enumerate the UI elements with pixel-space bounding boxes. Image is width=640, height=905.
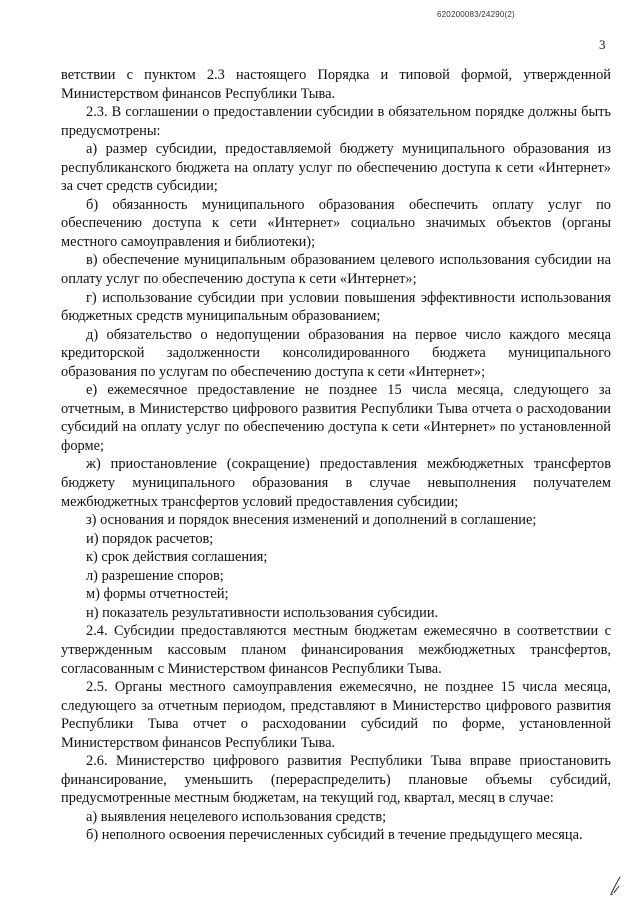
- paragraph-2-5: 2.5. Органы местного самоуправления ежемесячно, не позднее 15 числа месяца, следующего за отчетным периодом, представляют в Министерство цифрового развития Республики Тыва отчет о расходовании субсидий по форме, установленной Министерством финансов Республики Тыва.: [61, 679, 611, 751]
- list-item-d: д) обязательство о недопущении образования на первое число каждого месяца кредиторской задолженности консолидированного бюджета муниципального образования по услугам по обеспечению доступа к сети «Интернет»;: [61, 326, 611, 380]
- list-item-v: в) обеспечение муниципальным образованием целевого использования субсидии на оплату услуг по обеспечению доступа к сети «Интернет»;: [61, 252, 611, 288]
- list-item-i: и) порядок расчетов;: [86, 530, 214, 547]
- document-body: [61, 66, 611, 845]
- list-item-a-2: а) выявления нецелевого использования средств;: [86, 808, 387, 825]
- document-id: 620200083/24290(2): [437, 10, 515, 19]
- paragraph-2-3: 2.3. В соглашении о предоставлении субсидии в обязательном порядке должны быть предусмотрены:: [61, 104, 611, 139]
- paragraph-2-4: 2.4. Субсидии предоставляются местным бюджетам ежемесячно в соответствии с утвержденным кассовым планом финансирования межбюджетных трансфертов, согласованным с Министерством финансов Республики Тыва.: [61, 623, 611, 677]
- list-item-n: н) показатель результативности использования субсидии.: [86, 604, 439, 621]
- list-item-l: л) разрешение споров;: [86, 567, 224, 584]
- list-item-z: з) основания и порядок внесения изменений и дополнений в соглашение;: [86, 512, 537, 529]
- list-item-zh: ж) приостановление (сокращение) предоставления межбюджетных трансфертов бюджету муниципального образования в случае невыполнения получателем межбюджетных трансфертов условий предоставления субсидии;: [61, 456, 611, 510]
- list-item-b-2: б) неполного освоения перечисленных субсидий в течение предыдущего месяца.: [86, 827, 583, 844]
- list-item-b: б) обязанность муниципального образования обеспечить оплату услуг по обеспечению доступа к сети «Интернет» социально значимых объектов (органы местного самоуправления и библиотеки);: [61, 196, 611, 250]
- list-item-g: г) использование субсидии при условии повышения эффективности использования бюджетных средств муниципальным образованием;: [61, 289, 611, 325]
- paragraph-continuation: ветствии с пунктом 2.3 настоящего Порядка и типовой формой, утвержденной Министерством финансов Республики Тыва.: [61, 67, 611, 102]
- list-item-e: е) ежемесячное предоставление не позднее 15 числа месяца, следующего за отчетным, в Министерство цифрового развития Республики Тыва отчета о расходовании субсидий на оплату услуг по обеспечению доступа к сети «Интернет» по установленной форме;: [61, 382, 611, 454]
- page-number: 3: [599, 37, 606, 52]
- initials-mark-icon: [608, 874, 624, 896]
- list-item-m: м) формы отчетностей;: [86, 586, 229, 603]
- list-item-k: к) срок действия соглашения;: [86, 549, 268, 566]
- paragraph-2-6: 2.6. Министерство цифрового развития Республики Тыва вправе приостановить финансирование, уменьшить (перераспределить) плановые объемы субсидий, предусмотренные местным бюджетам, на текущий год, квартал, месяц в случае:: [61, 753, 611, 807]
- list-item-a: а) размер субсидии, предоставляемой бюджету муниципального образования из республиканского бюджета на оплату услуг по обеспечению доступа к сети «Интернет» за счет средств субсидии;: [61, 141, 611, 195]
